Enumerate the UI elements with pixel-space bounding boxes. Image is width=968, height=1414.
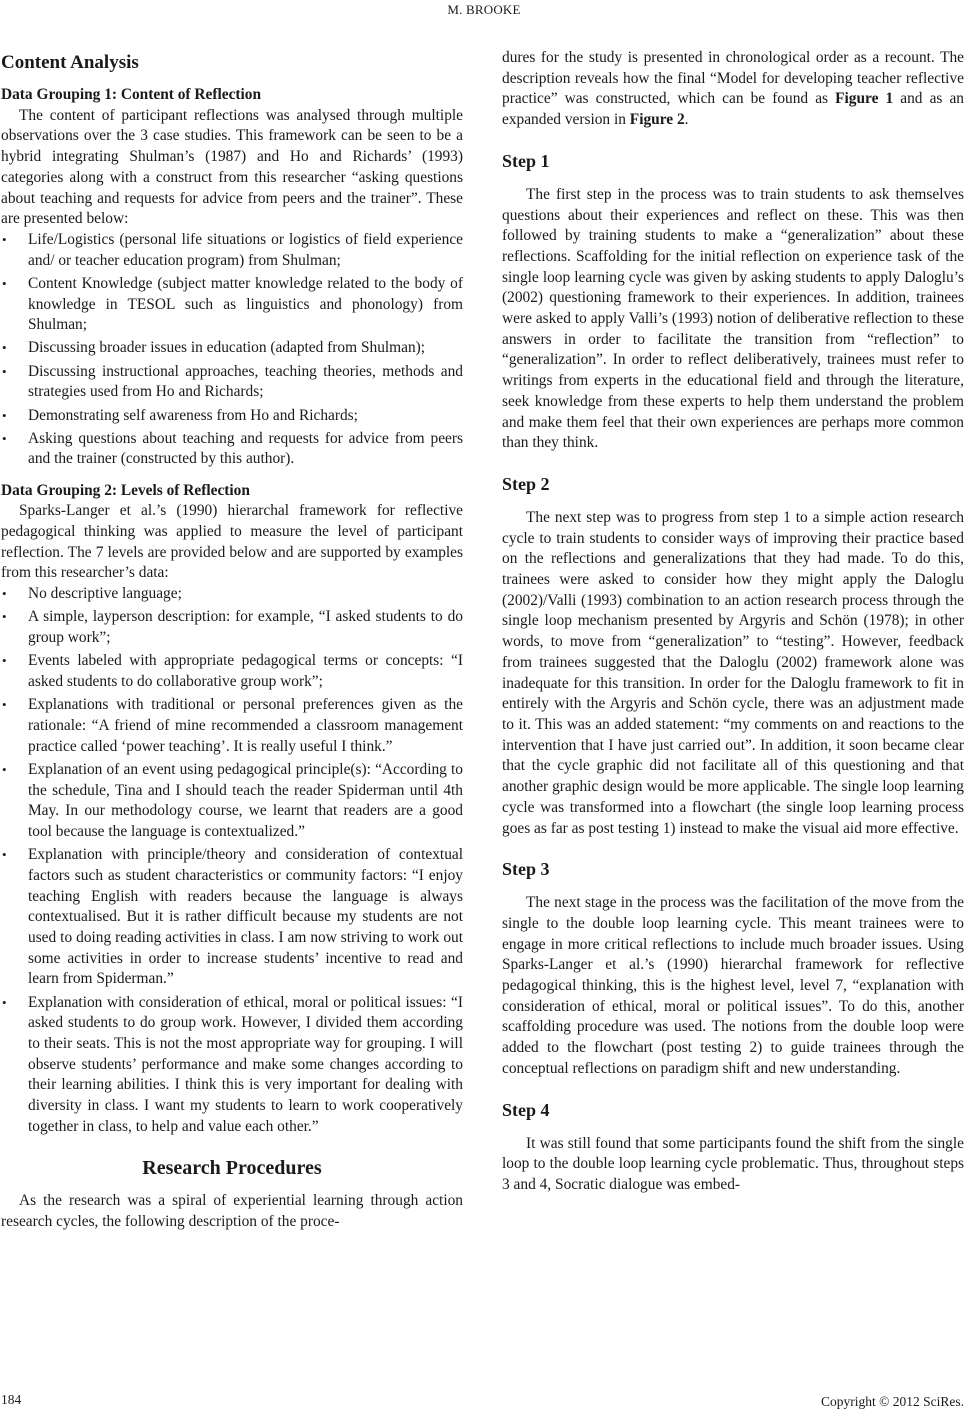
section-title-research-procedures: Research Procedures	[142, 1157, 322, 1180]
figure-2-reference[interactable]: Figure 2	[629, 111, 685, 129]
spacer	[1, 473, 463, 481]
grouping-2-list	[1, 584, 463, 1137]
bullet-icon: •	[2, 407, 7, 423]
subsection-title-grouping-2: Data Grouping 2: Levels of Reflection	[1, 481, 250, 499]
list-item	[1, 429, 463, 470]
bullet-icon: •	[2, 340, 7, 356]
bullet-icon: •	[2, 609, 7, 625]
bullet-icon: •	[2, 847, 7, 863]
research-procedures-intro: As the research was a spiral of experiential learning through action research cycles, the following description of the proce-	[1, 1192, 463, 1231]
bullet-icon: •	[2, 994, 7, 1010]
list-item	[1, 338, 463, 359]
list-item	[1, 406, 463, 427]
list-item-text: Demonstrating self awareness from Ho and Richards;	[28, 406, 358, 424]
bullet-icon: •	[2, 363, 7, 379]
list-item	[1, 274, 463, 336]
step-3-title: Step 3	[502, 859, 550, 880]
list-item-text: Asking questions about teaching and requests for advice from peers and the trainer (constructed by this author).	[28, 429, 463, 468]
step-2-title: Step 2	[502, 473, 550, 494]
grouping-1-list	[1, 230, 463, 470]
list-item-text: Events labeled with appropriate pedagogical terms or concepts: “I asked students to do collaborative group work”;	[28, 652, 463, 690]
list-item	[1, 584, 463, 605]
list-item-text: Life/Logistics (personal life situations or logistics of field experience and/ or teacher education program) from Shulman;	[28, 230, 463, 269]
list-item-text: Explanation with consideration of ethical, moral or political issues: “I asked students to do group work. However, I divided them according to their seats. This is not the most appropriate way for grouping. I will observe students’ performance and make some changes according to their learning abilities. I think this is very important for dealing with diversity in class. I want my students to learn to work cooperatively together in class, to help and value each other.”	[28, 993, 463, 1135]
list-item-text: A simple, layperson description: for example, “I asked students to do group work”;	[28, 608, 463, 647]
list-item-text: Discussing instructional approaches, teaching theories, methods and strategies used from Ho and Richards;	[28, 362, 463, 401]
bullet-icon: •	[2, 430, 7, 446]
list-item	[1, 695, 463, 757]
continuation-text: dures for the study is presented in chronological order as a recount. The description reveals how the final “Model for developing teacher reflective practice” was constructed, which can be found as	[502, 49, 964, 108]
step-2-text: The next step was to progress from step 1 to a simple action research cycle to train students to consider ways of improving their practice based on the reflections and generalizations that they had made. To do this, trainees were asked to consider how they might apply the Daloglu (2002)/Valli (1993) combination to an action research process through the single loop mechanism presented by Argyris and Schön (1978); in other words, to move from “generalization” to “testing”. However, feedback from trainees suggested that the Daloglu (2002) framework alone was inadequate for this transition. In order for the Daloglu framework to fit in entirely with the Argyris and Schön cycle, there was an adjustment made to it. This was an added statement: “my comments on and reactions to the intervention that I have just carried out”. In addition, it soon became clear that the cycle graphic did not facilitate all of this questioning and that another graphic design would be more applicable. The single loop learning cycle was transformed into a flowchart (the single loop learning process goes as far as post testing 1) instead to make the visual aid more effective.	[502, 508, 964, 837]
list-item	[1, 230, 463, 271]
step-1-text: The first step in the process was to train students to ask themselves questions about their experiences and reflect on these. This was then followed by training students to make a “generalization” about these reflections. Scaffolding for the initial reflection on experience task of the single loop learning cycle was given by asking students to apply Daloglu’s (2002) questioning framework to their experiences. In addition, trainees were asked to apply Valli’s (1993) notion of deliberative reflection to these answers in order to facilitate the transition from “reflection” to “generalization”. In order to reflect deliberatively, trainees must refer to writings from experts in the educational field and through the literature, seek knowledge from these experts to help them understand the problem and make them feel that their own experiences are perhaps more common than they think.	[502, 185, 964, 452]
bullet-icon: •	[2, 653, 7, 669]
grouping-1-intro: The content of participant reflections was analysed through multiple observations over the 3 case studies. This framework can be seen to be a hybrid integrating Shulman’s (1987) and Ho and Richards’ (1993) categories along with a construct from this researcher “asking questions about teaching and requests for advice from peers and the trainer”. These are presented below:	[1, 106, 463, 228]
list-item-text: Explanation with principle/theory and consideration of contextual factors such as student characteristics or community factors: “I enjoy teaching English with readers because the language is always contextualised. But it is rather difficult because my students are not used to doing reading activities in class. I am now striving to work out some activities in order to increase students’ incentive to read and learn from Spiderman.”	[28, 846, 463, 988]
figure-1-reference[interactable]: Figure 1	[835, 90, 894, 108]
step-4-text: It was still found that some participants found the shift from the single loop to the double loop learning cycle problematic. Thus, throughout steps 3 and 4, Socratic dialogue was embed-	[502, 1134, 964, 1193]
list-item-text: Explanation of an event using pedagogical principle(s): “According to the schedule, Tina and I should teach the reader Spiderman until 4th May. In our methodology course, we learnt that readers are a good tool because the language is contextualized.”	[28, 760, 463, 840]
list-item	[1, 362, 463, 403]
copyright-notice: Copyright © 2012 SciRes.	[820, 1394, 964, 1409]
list-item-text: Explanations with traditional or personal preferences given as the rationale: “A friend of mine recommended a classroom management practice called ‘power teaching’. It is really useful I think.”	[28, 696, 463, 755]
running-head: M. BROOKE	[447, 2, 521, 17]
section-title-content-analysis: Content Analysis	[1, 52, 139, 73]
left-column	[1, 48, 463, 1233]
list-item-text: Content Knowledge (subject matter knowledge related to the body of knowledge in TESOL such as linguistics and phonology) from Shulman;	[28, 274, 463, 334]
page-number: 184	[1, 1392, 22, 1407]
list-item-text: No descriptive language;	[28, 585, 182, 603]
list-item	[1, 607, 463, 648]
step-3-text: The next stage in the process was the facilitation of the move from the single to the double loop learning cycle. This meant trainees were to engage in more critical reflections to include much broader issues. Using Sparks-Langer et al.’s (1990) hierarchal framework for reflective pedagogical thinking, this is the highest level, level 7, “explanation with consideration of ethical, moral or political issues”. To do this, another scaffolding procedure was used. The notions from the double loop were added to the flowchart (post testing 2) to guide trainees through the conceptual reflections on paradigm shift and new understanding.	[502, 894, 964, 1077]
bullet-icon: •	[2, 275, 7, 291]
grouping-2-intro: Sparks-Langer et al.’s (1990) hierarchal framework for reflective pedagogical thinking was applied to measure the level of participant reflection. The 7 levels are provided below and are supported by examples from this researcher’s data:	[1, 502, 463, 582]
continuation-text: .	[684, 111, 689, 129]
right-column	[502, 48, 964, 1196]
list-item	[1, 760, 463, 843]
list-item	[1, 651, 463, 692]
step-1-title: Step 1	[502, 150, 550, 171]
bullet-icon: •	[2, 697, 7, 713]
list-item	[1, 845, 463, 990]
subsection-title-grouping-1: Data Grouping 1: Content of Reflection	[1, 86, 262, 103]
bullet-icon: •	[2, 586, 7, 602]
continuation-text: and as an expanded version in	[502, 90, 964, 129]
bullet-icon: •	[2, 231, 7, 247]
step-4-title: Step 4	[502, 1099, 550, 1120]
bullet-icon: •	[2, 761, 7, 777]
procedures-continuation	[502, 48, 964, 131]
list-item-text: Discussing broader issues in education (adapted from Shulman);	[28, 339, 426, 357]
list-item	[1, 993, 463, 1138]
